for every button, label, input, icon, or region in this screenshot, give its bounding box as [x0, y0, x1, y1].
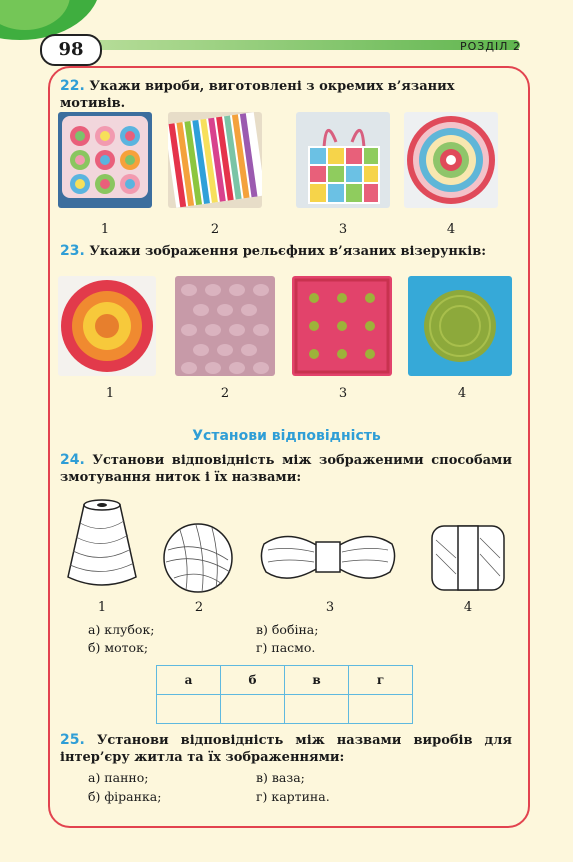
image-circle-square [408, 276, 512, 376]
question-text: Укажи вироби, виготовлені з окремих в’язаних мотивів. [60, 79, 455, 111]
table-header: в [285, 666, 349, 695]
answer-cell[interactable] [349, 695, 413, 724]
answer-cell[interactable] [157, 695, 221, 724]
image-pillow-motifs [58, 112, 152, 208]
image-label: 2 [194, 600, 204, 615]
answer-cell[interactable] [221, 695, 285, 724]
image-label: 3 [325, 600, 335, 615]
question-number: 22. [60, 78, 85, 94]
image-label: 4 [463, 600, 473, 615]
table-header: г [349, 666, 413, 695]
hank-sketch [428, 522, 508, 594]
option-g: г) картина. [256, 789, 330, 804]
section-label: РОЗДІЛ 2 [460, 40, 521, 53]
option-v: в) ваза; [256, 770, 305, 785]
image-label: 2 [210, 222, 220, 237]
image-label: 1 [100, 222, 110, 237]
table-header: а [157, 666, 221, 695]
bobbin-sketch [62, 495, 142, 595]
image-granny-bag [296, 112, 390, 208]
image-label: 1 [105, 386, 115, 401]
question-number: 23. [60, 243, 85, 259]
image-circle-relief [58, 276, 156, 376]
skein-sketch [258, 528, 398, 588]
image-label: 4 [446, 222, 456, 237]
question-22 [60, 78, 515, 112]
option-b: б) фіранка; [88, 789, 162, 804]
question-text: Укажи зображення рельєфних в’язаних візерунків: [89, 244, 487, 259]
ball-sketch [160, 520, 236, 596]
question-25 [60, 732, 512, 766]
header-bar [90, 40, 520, 50]
option-g: г) пасмо. [256, 640, 316, 655]
option-a: а) клубок; [88, 622, 155, 637]
table-header: б [221, 666, 285, 695]
section-heading: Установи відповідність [192, 428, 381, 444]
question-23 [60, 243, 515, 260]
image-dotted-square [292, 276, 392, 376]
image-bobble-stitch [175, 276, 275, 376]
image-label: 3 [338, 386, 348, 401]
question-number: 25. [60, 732, 85, 748]
question-text: Установи відповідність між зображеними способами змотування ниток і їх назвами: [60, 453, 512, 485]
image-striped-pillow [168, 112, 262, 208]
page-number: 98 [40, 34, 102, 66]
image-label: 2 [220, 386, 230, 401]
option-a: а) панно; [88, 770, 149, 785]
image-mandala-pillow [404, 112, 498, 208]
image-label: 3 [338, 222, 348, 237]
question-number: 24. [60, 452, 85, 468]
image-label: 1 [97, 600, 107, 615]
answer-table [156, 665, 413, 724]
image-label: 4 [457, 386, 467, 401]
question-24 [60, 452, 512, 486]
option-b: б) моток; [88, 640, 149, 655]
answer-cell[interactable] [285, 695, 349, 724]
question-text: Установи відповідність між назвами виробів для інтер’єру житла та їх зображеннями: [60, 733, 512, 765]
option-v: в) бобіна; [256, 622, 319, 637]
